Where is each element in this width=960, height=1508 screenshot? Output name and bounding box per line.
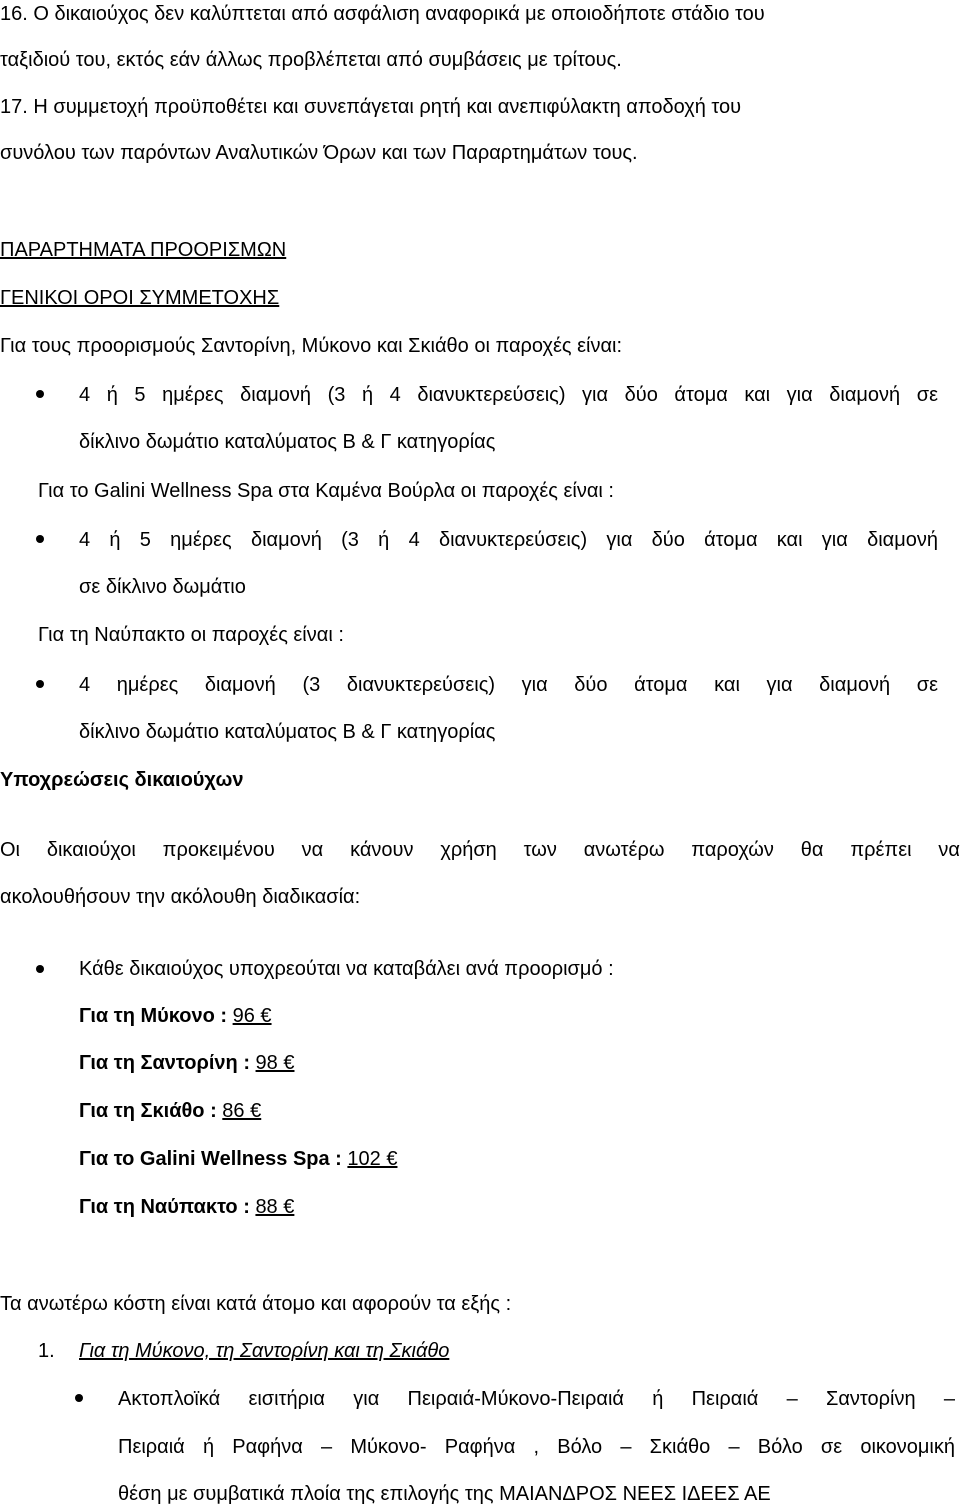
item-16-line-2: ταξιδιού του, εκτός εάν άλλως προβλέπεται από συμβάσεις με τρίτους. [0, 49, 622, 71]
bullet-icon [36, 680, 44, 688]
section-3-bullet-line-1: 4 ημέρες διαμονή (3 διανυκτερεύσεις) για δύο άτομα και για διαμονή σε [79, 674, 938, 696]
section-2-bullet-line-2: σε δίκλινο δωμάτιο [79, 576, 246, 598]
price-nafpaktos [79, 1193, 294, 1221]
bullet-icon [36, 965, 44, 973]
section-1-bullet-line-1: 4 ή 5 ημέρες διαμονή (3 ή 4 διανυκτερεύσεις) για δύο άτομα και για διαμονή σε [79, 384, 938, 406]
obligations-para-line-2: ακολουθήσουν την ακόλουθη διαδικασία: [0, 886, 361, 908]
price-skiathos [79, 1097, 261, 1125]
bullet-icon [75, 1394, 83, 1402]
section-2-intro: Για το Galini Wellness Spa στα Καμένα Βούρλα οι παροχές είναι : [38, 480, 614, 502]
section-1-intro: Για τους προορισμούς Σαντορίνη, Μύκονο και Σκιάθο οι παροχές είναι: [0, 335, 623, 357]
price-label: Για τη Σαντορίνη : [79, 1052, 256, 1074]
price-santorini [79, 1049, 294, 1077]
obligations-heading: Υποχρεώσεις δικαιούχων [0, 769, 244, 791]
costs-item-1-number: 1. [38, 1340, 55, 1362]
price-amount: 88 € [255, 1196, 295, 1218]
price-label: Για τη Ναύπακτο : [79, 1196, 256, 1218]
section-3-intro: Για τη Ναύπακτο οι παροχές είναι : [38, 624, 344, 646]
annex-heading: ΠΑΡΑΡΤΗΜΑΤΑ ΠΡΟΟΡΙΣΜΩΝ [0, 239, 287, 261]
price-galini [79, 1145, 397, 1173]
general-terms-heading: ΓΕΝΙΚΟΙ ΟΡΟΙ ΣΥΜΜΕΤΟΧΗΣ [0, 287, 280, 309]
costs-bullet-line-3: θέση με συμβατικά πλοία της επιλογής της ΜΑΙΑΝΔΡΟΣ ΝΕΕΣ ΙΔΕΕΣ ΑΕ [118, 1483, 771, 1505]
costs-intro: Τα ανωτέρω κόστη είναι κατά άτομο και αφορούν τα εξής : [0, 1293, 512, 1315]
costs-item-1-title: Για τη Μύκονο, τη Σαντορίνη και τη Σκιάθο [79, 1340, 450, 1362]
price-label: Για το Galini Wellness Spa : [79, 1148, 348, 1170]
item-17-line-1: 17. Η συμμετοχή προϋποθέτει και συνεπάγεται ρητή και ανεπιφύλακτη αποδοχή του [0, 96, 742, 118]
payment-bullet: Κάθε δικαιούχος υποχρεούται να καταβάλει ανά προορισμό : [79, 958, 614, 980]
item-17-line-2: συνόλου των παρόντων Αναλυτικών Όρων και των Παραρτημάτων τους. [0, 142, 638, 164]
obligations-para-line-1: Οι δικαιούχοι προκειμένου να κάνουν χρήση των ανωτέρω παροχών θα πρέπει να [0, 839, 960, 861]
bullet-icon [36, 535, 44, 543]
section-1-bullet-line-2: δίκλινο δωμάτιο καταλύματος Β & Γ κατηγορίας [79, 431, 496, 453]
price-label: Για τη Σκιάθο : [79, 1100, 223, 1122]
section-2-bullet-line-1: 4 ή 5 ημέρες διαμονή (3 ή 4 διανυκτερεύσεις) για δύο άτομα και για διαμονή [79, 529, 938, 551]
bullet-icon [36, 390, 44, 398]
price-amount: 102 € [347, 1148, 398, 1170]
section-3-bullet-line-2: δίκλινο δωμάτιο καταλύματος Β & Γ κατηγορίας [79, 721, 496, 743]
costs-bullet-line-2: Πειραιά ή Ραφήνα – Μύκονο- Ραφήνα , Βόλο – Σκιάθο – Βόλο σε οικονομική [118, 1436, 955, 1458]
price-amount: 98 € [255, 1052, 295, 1074]
price-amount: 86 € [222, 1100, 262, 1122]
price-mykonos [79, 1002, 272, 1030]
price-label: Για τη Μύκονο : [79, 1005, 233, 1027]
item-16-line-1: 16. Ο δικαιούχος δεν καλύπτεται από ασφάλιση αναφορικά με οποιοδήποτε στάδιο του [0, 3, 765, 25]
costs-bullet-line-1: Ακτοπλοϊκά εισιτήρια για Πειραιά-Μύκονο-Πειραιά ή Πειραιά – Σαντορίνη – [118, 1388, 955, 1410]
price-amount: 96 € [232, 1005, 272, 1027]
